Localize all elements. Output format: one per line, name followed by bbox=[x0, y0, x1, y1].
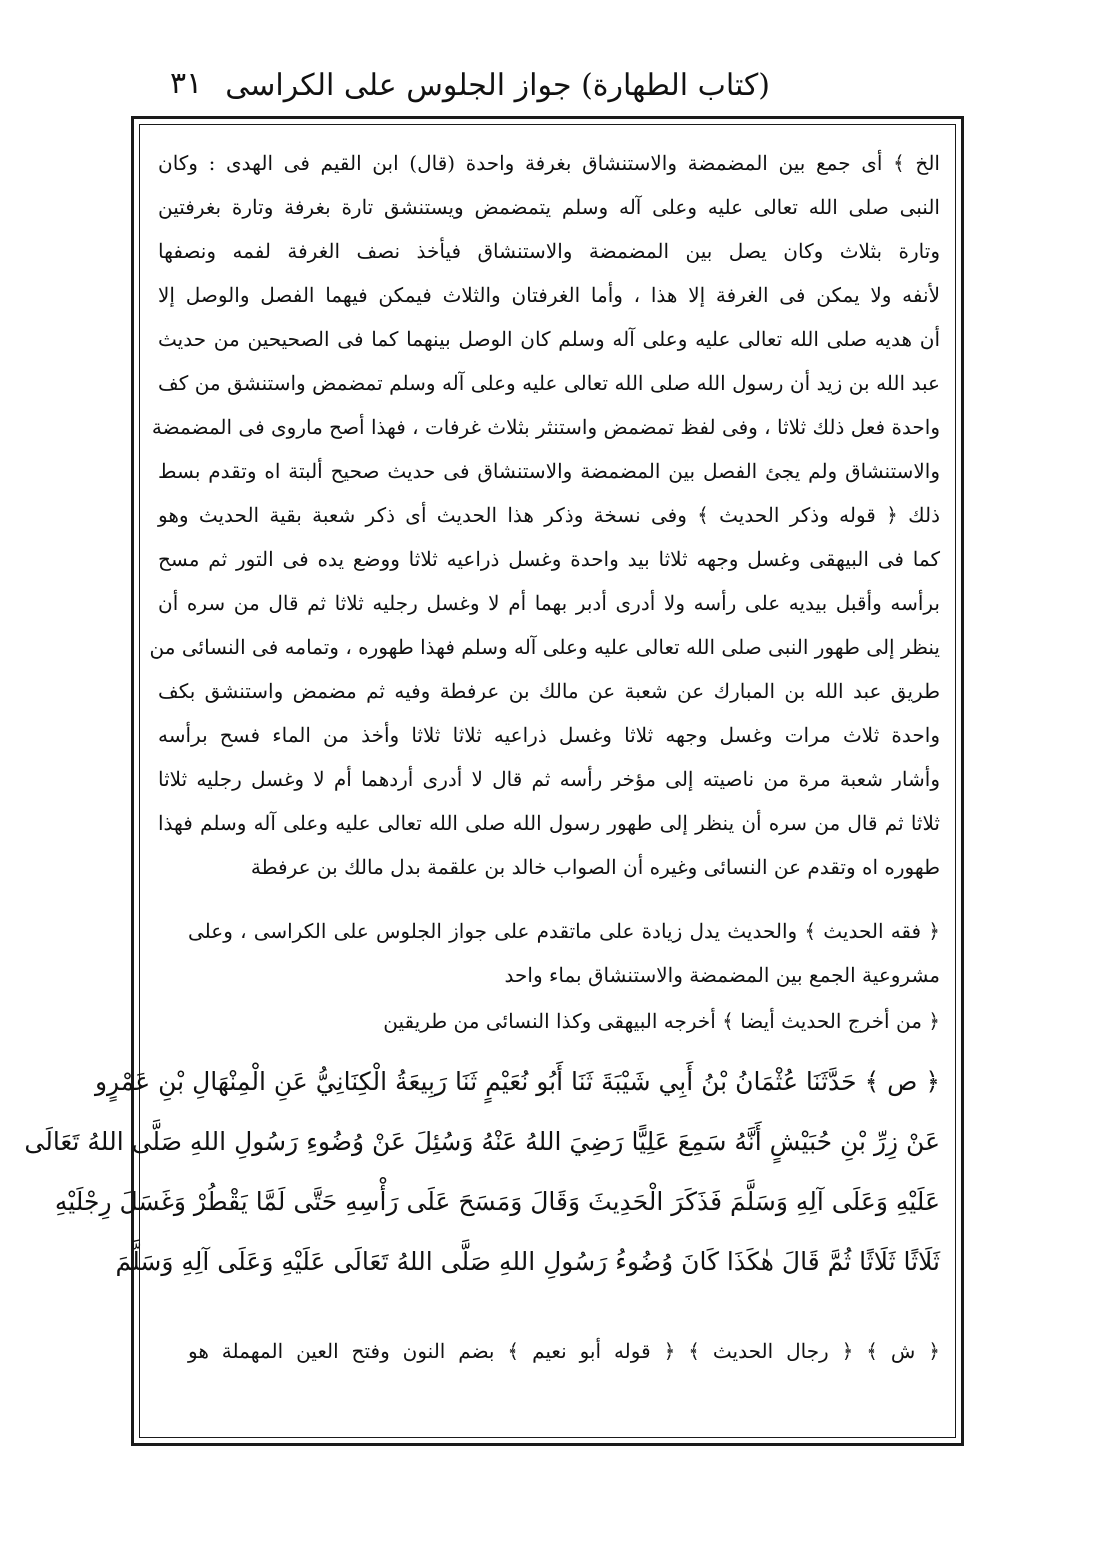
hadith-line: عَلَيْهِ وَعَلَى آلِهِ وَسَلَّمَ فَذَكَرَ الْحَدِيثَ وَقَالَ وَمَسَحَ عَلَى رَأْسِهِ حَتَّى لَمَّا يَقْطُرْ وَغَسَلَ رِجْلَيْهِ bbox=[54, 1187, 940, 1216]
hadith-line: عَنْ زِرِّ بْنِ حُبَيْشٍ أَنَّهُ سَمِعَ عَلِيًّا رَضِيَ اللهُ عَنْهُ وَسُئِلَ عَنْ وُضُوءِ رَسُولِ اللهِ صَلَّى اللهُ تَعَالَى bbox=[24, 1127, 940, 1156]
text-line: والاستنشاق ولم يجئ الفصل بين المضمضة والاستنشاق فى حديث صحيح ألبتة اه وتقدم بسط bbox=[158, 459, 940, 483]
text-line: النبى صلى الله تعالى عليه وعلى آله وسلم يتمضمض ويستنشق تارة بغرفة وتارة بغرفتين bbox=[158, 195, 940, 219]
text-line: ينظر إلى طهور النبى صلى الله تعالى عليه وعلى آله وسلم فهذا طهوره ، وتمامه فى النسائى من bbox=[149, 635, 940, 659]
fiqh-line: ﴿ فقه الحديث ﴾ والحديث يدل زيادة على ماتقدم على جواز الجلوس على الكراسى ، وعلى bbox=[188, 919, 940, 943]
page-number: ٣١ bbox=[170, 66, 203, 101]
text-line: واحدة فعل ذلك ثلاثا ، وفى لفظ تمضمض واستنثر بثلاث غرفات ، فهذا أصح ماروى فى المضمضة bbox=[151, 415, 940, 439]
text-line: كما فى البيهقى وغسل وجهه ثلاثا بيد واحدة وغسل ذراعيه ثلاثا ووضع يده فى التور ثم مسح bbox=[158, 547, 940, 571]
running-header bbox=[140, 62, 975, 114]
text-line: طريق عبد الله بن المبارك عن شعبة عن مالك بن عرفطة وفيه ثم مضمض واستنشق بكف bbox=[158, 679, 940, 703]
hadith-line: ثَلَاثًا ثَلَاثًا ثُمَّ قَالَ هٰكَذَا كَانَ وُضُوءُ رَسُولِ اللهِ صَلَّى اللهُ تَعَالَى عَلَيْهِ وَعَلَى آلِهِ وَسَلَّمَ bbox=[115, 1247, 940, 1276]
text-line: واحدة ثلاث مرات وغسل وجهه ثلاثا وغسل ذراعيه ثلاثا ثلاثا وأخذ من الماء فسح برأسه bbox=[158, 723, 940, 747]
hadith-line: ﴿ ص ﴾ حَدَّثَنَا عُثْمَانُ بْنُ أَبِي شَيْبَةَ ثَنَا أَبُو نُعَيْمٍ ثَنَا رَبِيعَةُ الْكِنَانِيُّ عَنِ الْمِنْهَالِ بْنِ عَمْرٍو bbox=[94, 1067, 940, 1096]
text-line: طهوره اه وتقدم عن النسائى وغيره أن الصواب خالد بن علقمة بدل مالك بن عرفطة bbox=[250, 855, 940, 879]
text-block bbox=[24, 140, 940, 1430]
text-line: لأنفه ولا يمكن فى الغرفة إلا هذا ، وأما الغرفتان والثلاث فيمكن فيهما الفصل والوصل إلا bbox=[158, 283, 940, 307]
text-line: أن هديه صلى الله تعالى عليه وعلى آله وسلم كان الوصل بينهما كما فى الصحيحين من حديث bbox=[158, 327, 940, 351]
takhrij-line: ﴿ من أخرج الحديث أيضا ﴾ أخرجه البيهقى وكذا النسائى من طريقين bbox=[383, 1009, 940, 1033]
text-line: ذلك ﴿ قوله وذكر الحديث ﴾ وفى نسخة وذكر هذا الحديث أى ذكر شعبة بقية الحديث وهو bbox=[158, 503, 940, 527]
fiqh-line: مشروعية الجمع بين المضمضة والاستنشاق بماء واحد bbox=[504, 963, 940, 987]
page-title: (كتاب الطهارة) جواز الجلوس على الكراسى bbox=[225, 68, 770, 103]
text-line: برأسه وأقبل بيديه على رأسه ولا أدرى أدبر بهما أم لا وغسل رجليه ثلاثا ثم قال من سره أن bbox=[158, 591, 940, 615]
text-line: ثلاثا ثم قال من سره أن ينظر إلى طهور رسول الله صلى الله تعالى عليه وعلى آله وسلم فهذا bbox=[158, 811, 940, 835]
text-line: وتارة بثلاث وكان يصل بين المضمضة والاستنشاق فيأخذ نصف الغرفة لفمه ونصفها bbox=[158, 239, 940, 263]
text-line: عبد الله بن زيد أن رسول الله صلى الله تعالى عليه وعلى آله وسلم تمضمض واستنشق من كف bbox=[158, 371, 940, 395]
text-line: وأشار شعبة مرة من ناصيته إلى مؤخر رأسه ثم قال لا أدرى أردهما أم لا وغسل رجليه ثلاثا bbox=[158, 767, 940, 791]
text-line: الخ ﴾ أى جمع بين المضمضة والاستنشاق بغرفة واحدة (قال) ابن القيم فى الهدى : وكان bbox=[158, 151, 940, 175]
sharh-line: ﴿ ش ﴾ ﴿ رجال الحديث ﴾ ﴿ قوله أبو نعيم ﴾ بضم النون وفتح العين المهملة هو bbox=[188, 1339, 940, 1363]
